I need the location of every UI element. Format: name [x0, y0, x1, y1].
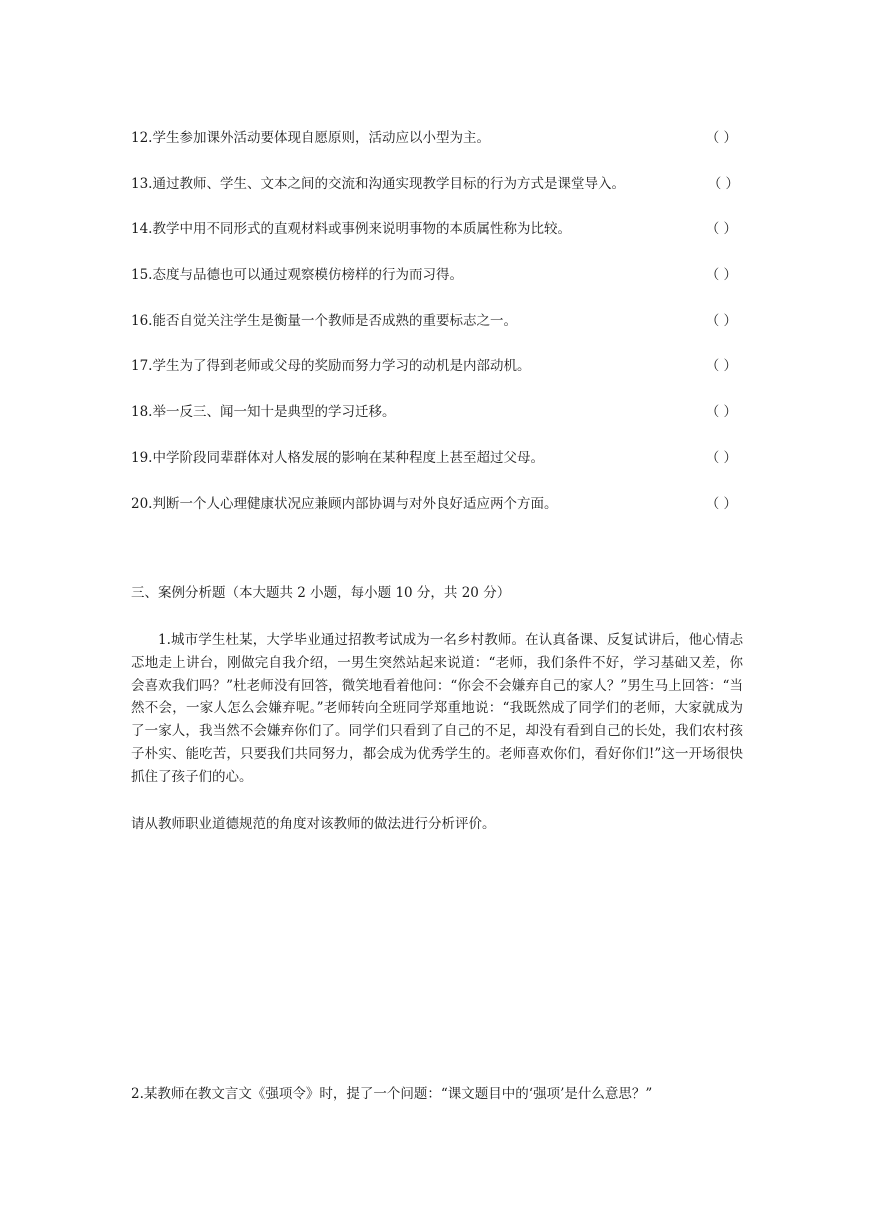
question-text: 12.学生参加课外活动要体现自愿原则，活动应以小型为主。: [131, 130, 490, 146]
judgment-question: [131, 128, 741, 174]
answer-bracket: （ ）: [705, 495, 737, 512]
judgment-question: [131, 356, 741, 402]
question-text: 19.中学阶段同辈群体对人格发展的影响在某种程度上甚至超过父母。: [131, 449, 544, 466]
judgment-question: [131, 265, 741, 311]
case-1-question: 请从教师职业道德规范的角度对该教师的做法进行分析评价。: [131, 816, 496, 832]
question-text: 15.态度与品德也可以通过观察模仿榜样的行为而习得。: [131, 267, 463, 284]
question-text: 20.判断一个人心理健康状况应兼顾内部协调与对外良好适应两个方面。: [131, 495, 558, 512]
judgment-question: [131, 174, 741, 220]
question-text: 16.能否自觉关注学生是衡量一个教师是否成熟的重要标志之一。: [131, 312, 517, 329]
question-text: 14.教学中用不同形式的直观材料或事例来说明事物的本质属性称为比较。: [131, 221, 571, 238]
judgment-question: [131, 402, 741, 448]
answer-bracket: （ ）: [705, 358, 737, 375]
question-text: 13.通过教师、学生、文本之间的交流和沟通实现教学目标的行为方式是课堂导入。: [131, 175, 625, 192]
judgment-question: [131, 448, 741, 494]
question-text: 18.举一反三、闻一知十是典型的学习迁移。: [131, 404, 396, 421]
answer-bracket: （ ）: [705, 267, 737, 284]
question-text: 17.学生为了得到老师或父母的奖励而努力学习的动机是内部动机。: [131, 358, 531, 375]
judgment-question: [131, 494, 741, 540]
answer-bracket: （ ）: [705, 404, 737, 421]
answer-bracket: （ ）: [705, 221, 737, 238]
answer-bracket: （ ）: [705, 130, 737, 146]
case-2-paragraph: 2.某教师在教文言文《强项令》时，提了一个问题：“课文题目中的‘强项’是什么意思？”: [131, 1086, 653, 1102]
section-heading: 三、案例分析题（本大题共 2 小题，每小题 10 分，共 20 分）: [131, 585, 511, 601]
judgment-question-list: [131, 128, 741, 539]
answer-bracket: （ ）: [705, 312, 737, 329]
answer-bracket: （ ）: [707, 175, 739, 192]
judgment-question: [131, 219, 741, 265]
answer-bracket: （ ）: [705, 449, 737, 466]
judgment-question: [131, 311, 741, 357]
case-1-paragraph: 1.城市学生杜某，大学毕业通过招教考试成为一名乡村教师。在认真备课、反复试讲后，他心情忐忑地走上讲台，刚做完自我介绍，一男生突然站起来说道：“老师，我们条件不好，学习基础又差，你会喜欢我们吗？”杜老师没有回答，微笑地看着他问：“你会不会嫌弃自己的家人？”男生马上回答：“当然不会，一家人怎么会嫌弃呢。”老师转向全班同学郑重地说：“我既然成了同学们的老师，大家就成为了一家人，我当然不会嫌弃你们了。同学们只看到了自己的不足，却没有看到自己的长处，我们农村孩子朴实、能吃苦，只要我们共同努力，都会成为优秀学生的。老师喜欢你们，看好你们!”这一开场很快抓住了孩子们的心。: [131, 632, 743, 785]
